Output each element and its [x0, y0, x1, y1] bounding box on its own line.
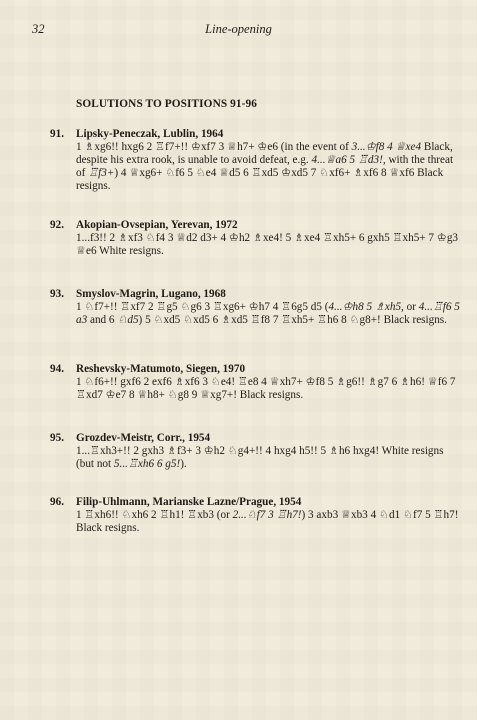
move-text: 1 ♗xg6!! hxg6 2 ♖f7+!! ♔xf7 3 ♕h7+ ♔e6 (in the event of	[76, 141, 352, 154]
solution-number: 96.	[50, 496, 64, 508]
game-title: Filip-Uhlmann, Marianske Lazne/Prague, 1954	[76, 496, 302, 508]
solution-95	[50, 432, 462, 471]
move-text: and 6	[87, 314, 118, 327]
running-title: Line-opening	[205, 22, 272, 36]
solution-heading	[50, 219, 462, 232]
solution-heading	[50, 363, 462, 376]
solution-heading	[50, 128, 462, 141]
move-text: ).	[180, 458, 187, 471]
variation-text: 4...♕a6 5 ♖d3!,	[311, 154, 386, 167]
solution-number: 95.	[50, 432, 64, 444]
variation-text: ♘d5	[117, 314, 139, 327]
move-text: ) 5 ♘xd5 ♘xd5 6 ♗xd5 ♖f8 7 ♖xh5+ ♖h6 8 ♘g8+! Black resigns.	[138, 314, 447, 327]
solution-moves	[76, 445, 462, 471]
variation-text: 5...♖xh6 6 g5!	[113, 458, 181, 471]
move-text: 1...f3!! 2 ♗xf3 ♘f4 3 ♕d2 d3+ 4 ♔h2 ♗xe4! 5 ♗xe4 ♖xh5+ 6 gxh5 ♖xh5+ 7 ♔g3 ♕e6 White resigns.	[76, 232, 459, 258]
move-text: or	[403, 301, 419, 314]
game-title: Smyslov-Magrin, Lugano, 1968	[76, 288, 226, 300]
move-text: 1...♖xh3+!! 2 gxh3 ♗f3+ 3 ♔h2 ♘g4+!! 4 hxg4 h5!! 5 ♗h6 hxg4! White resigns (but not	[76, 445, 444, 471]
game-title: Lipsky-Peneczak, Lublin, 1964	[76, 128, 224, 140]
solution-moves	[76, 376, 462, 402]
solution-94	[50, 363, 462, 402]
solution-91	[50, 128, 462, 193]
solution-moves	[76, 232, 462, 258]
variation-text: ♖f3+	[88, 167, 115, 180]
variation-text: 3...♔f8 4 ♕xe4	[351, 141, 422, 154]
variation-text: 2...♘f7 3 ♖h7!	[232, 509, 302, 522]
game-title: Akopian-Ovsepian, Yerevan, 1972	[76, 219, 238, 231]
variation-text: 4...♖f6 5 a3	[76, 301, 460, 327]
game-title: Grozdev-Meistr, Corr., 1954	[76, 432, 211, 444]
section-title: SOLUTIONS TO POSITIONS 91-96	[76, 98, 257, 110]
solution-number: 93.	[50, 288, 64, 300]
solution-number: 92.	[50, 219, 64, 231]
game-title: Reshevsky-Matumoto, Siegen, 1970	[76, 363, 246, 375]
solution-number: 91.	[50, 128, 64, 140]
page-number: 32	[32, 22, 45, 36]
solution-number: 94.	[50, 363, 64, 375]
move-text: 1 ♘f7+!! ♖xf7 2 ♖g5 ♘g6 3 ♖xg6+ ♔h7 4 ♖6g5 d5 (	[76, 301, 329, 314]
move-text: 1 ♖xh6!! ♘xh6 2 ♖h1! ♖xb3 (or	[76, 509, 233, 522]
move-text: ) 3 axb3 ♕xb3 4 ♘d1 ♘f7 5 ♖h7! Black resigns.	[76, 509, 459, 535]
solution-heading	[50, 288, 462, 301]
solution-96	[50, 496, 462, 535]
move-text: 1 ♘f6+!! gxf6 2 exf6 ♗xf6 3 ♘e4! ♖e8 4 ♕xh7+ ♔f8 5 ♗g6!! ♗g7 6 ♗h6! ♕f6 7 ♖xd7 ♔e7 8 ♕h8+ ♘g8 9 ♕xg7+! Black resigns.	[76, 376, 456, 402]
solution-heading	[50, 496, 462, 509]
solution-moves	[76, 509, 462, 535]
move-text: Black, despite his extra rook, is unable to avoid defeat, e.g.	[76, 141, 453, 167]
move-text: with the threat of	[76, 154, 454, 180]
solution-92	[50, 219, 462, 258]
move-text: ) 4 ♕xg6+ ♘f6 5 ♘e4 ♕d5 6 ♖xd5 ♔xd5 7 ♘xf6+ ♗xf6 8 ♕xf6 Black resigns.	[76, 167, 444, 193]
solution-moves	[76, 301, 462, 327]
variation-text: 4...♔h8 5 ♗xh5,	[328, 301, 404, 314]
solution-moves	[76, 141, 462, 193]
solution-heading	[50, 432, 462, 445]
page-header	[32, 22, 445, 38]
solution-93	[50, 288, 462, 327]
